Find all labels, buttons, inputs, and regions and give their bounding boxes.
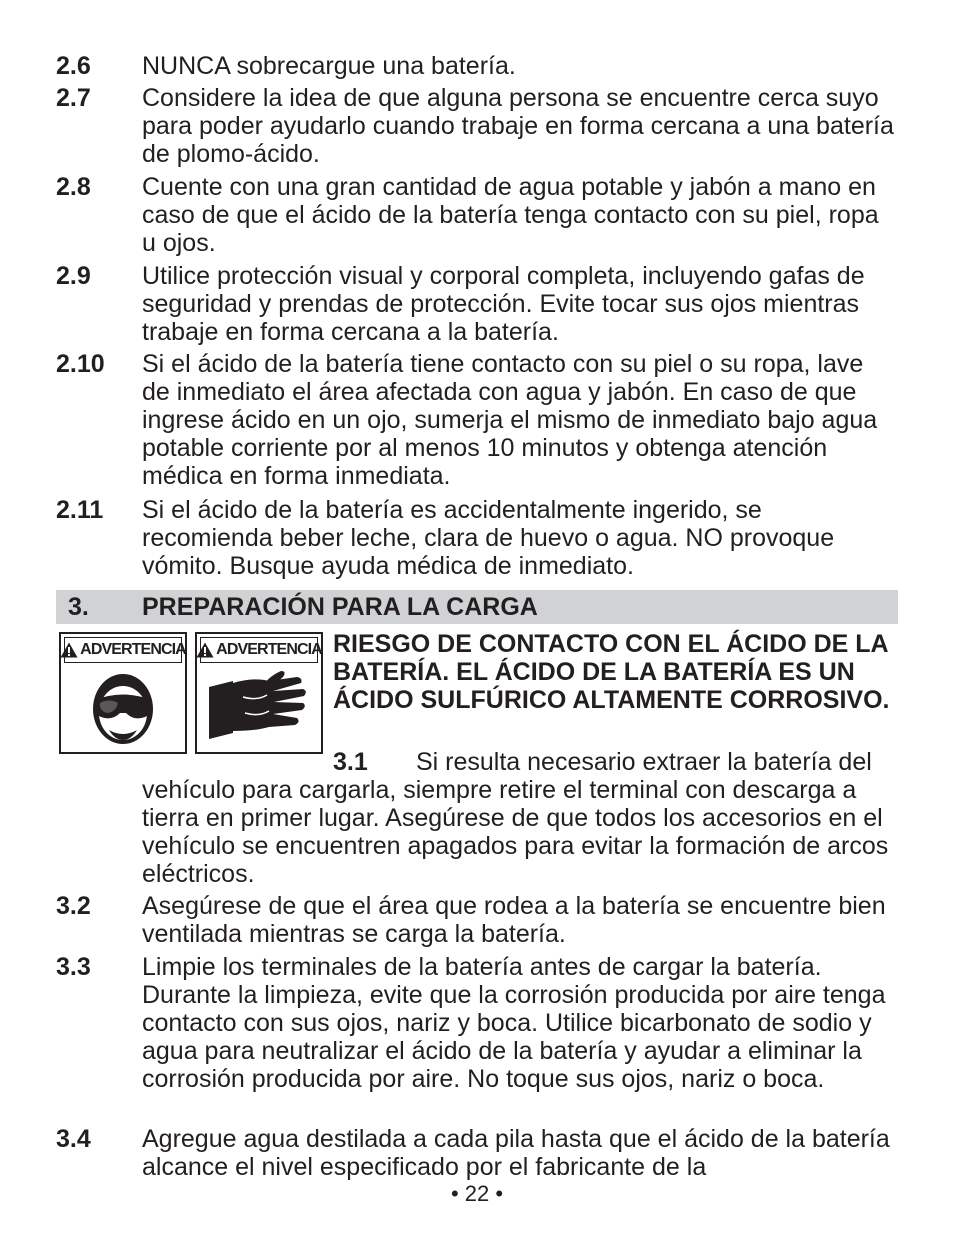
list-item bbox=[56, 173, 898, 257]
list-item bbox=[56, 84, 898, 168]
item-text: NUNCA sobrecargue una batería. bbox=[142, 52, 516, 80]
item-number: 3.2 bbox=[56, 892, 91, 920]
warning-sign-glove bbox=[195, 632, 323, 754]
item-text: Utilice protección visual y corporal completa, incluyendo gafas de seguridad y prendas de protección. Evite tocar sus ojos mientras trabaje en forma cercana a la batería. bbox=[142, 262, 865, 346]
warning-triangle-icon bbox=[196, 642, 214, 658]
item-number: 3.3 bbox=[56, 953, 91, 981]
list-item bbox=[56, 1125, 898, 1181]
list-item bbox=[56, 892, 898, 948]
acid-warning-text: RIESGO DE CONTACTO CON EL ÁCIDO DE LA BATERÍA. EL ÁCIDO DE LA BATERÍA ES UN ÁCIDO SULFÚRICO ALTAMENTE CORROSIVO. bbox=[333, 630, 890, 714]
sign-label: ADVERTENCIA bbox=[216, 641, 322, 658]
section-header bbox=[56, 590, 898, 624]
item-text: Considere la idea de que alguna persona se encuentre cerca suyo para poder ayudarlo cuando trabaje en forma cercana a una batería de plomo-ácido. bbox=[142, 84, 894, 168]
item-number: 2.11 bbox=[56, 496, 104, 524]
item-text: Limpie los terminales de la batería antes de cargar la batería. Durante la limpieza, evite que la corrosión producida por aire tenga contacto con sus ojos, nariz y boca. Utilice bicarbonato de sodio y agua para neutralizar el ácido de la batería y ayudar a eliminar la corrosión producida por aire. No toque sus ojos, nariz o boca. bbox=[142, 953, 886, 1093]
item-text: Si el ácido de la batería es accidentalmente ingerido, se recomienda beber leche, clara de huevo o agua. NO provoque vómito. Busque ayuda médica de inmediato. bbox=[142, 496, 835, 580]
item-number: 2.8 bbox=[56, 173, 91, 201]
sign-header bbox=[64, 637, 186, 663]
item-text: Cuente con una gran cantidad de agua potable y jabón a mano en caso de que el ácido de la batería tenga contacto con su piel, ropa u ojos. bbox=[142, 173, 879, 257]
warning-triangle-icon bbox=[60, 642, 78, 658]
item-number: 2.7 bbox=[56, 84, 91, 112]
safety-goggles-icon bbox=[83, 667, 163, 747]
item-text: Asegúrese de que el área que rodea a la batería se encuentre bien ventilada mientras se carga la batería. bbox=[142, 892, 886, 948]
item-number: 3.1 bbox=[333, 748, 368, 776]
item-text: Si el ácido de la batería tiene contacto con su piel o su ropa, lave de inmediato el área afectada con agua y jabón. En caso de que ingrese ácido en un ojo, sumerja el mismo de inmediato bajo agua potable corriente por al menos 10 minutos y obtenga atención médica en forma inmediata. bbox=[142, 350, 878, 490]
section-number: 3. bbox=[68, 593, 89, 621]
protective-glove-icon bbox=[203, 667, 315, 747]
item-number: 3.4 bbox=[56, 1125, 91, 1153]
list-item bbox=[56, 496, 898, 580]
list-item bbox=[56, 350, 898, 490]
list-item bbox=[56, 262, 898, 346]
item-number: 2.9 bbox=[56, 262, 91, 290]
item-number: 2.10 bbox=[56, 350, 105, 378]
item-text-first-line: Si resulta necesario extraer la batería del bbox=[416, 748, 872, 776]
item-number: 2.6 bbox=[56, 52, 91, 80]
warning-sign-goggles bbox=[59, 632, 187, 754]
section-title: PREPARACIÓN PARA LA CARGA bbox=[142, 593, 538, 621]
sign-label: ADVERTENCIA bbox=[80, 641, 186, 658]
item-text: Agregue agua destilada a cada pila hasta que el ácido de la batería alcance el nivel especificado por el fabricante de la bbox=[142, 1125, 890, 1181]
list-item bbox=[56, 953, 898, 1093]
sign-header bbox=[200, 637, 322, 663]
page-number: • 22 • bbox=[450, 1181, 504, 1206]
item-text-continuation: vehículo para cargarla, siempre retire el terminal con descarga a tierra en primer lugar. Asegúrese de que todos los accesorios en el vehículo se encuentren apagados para evitar la formación de arcos eléctricos. bbox=[142, 776, 889, 888]
list-item bbox=[56, 52, 898, 80]
